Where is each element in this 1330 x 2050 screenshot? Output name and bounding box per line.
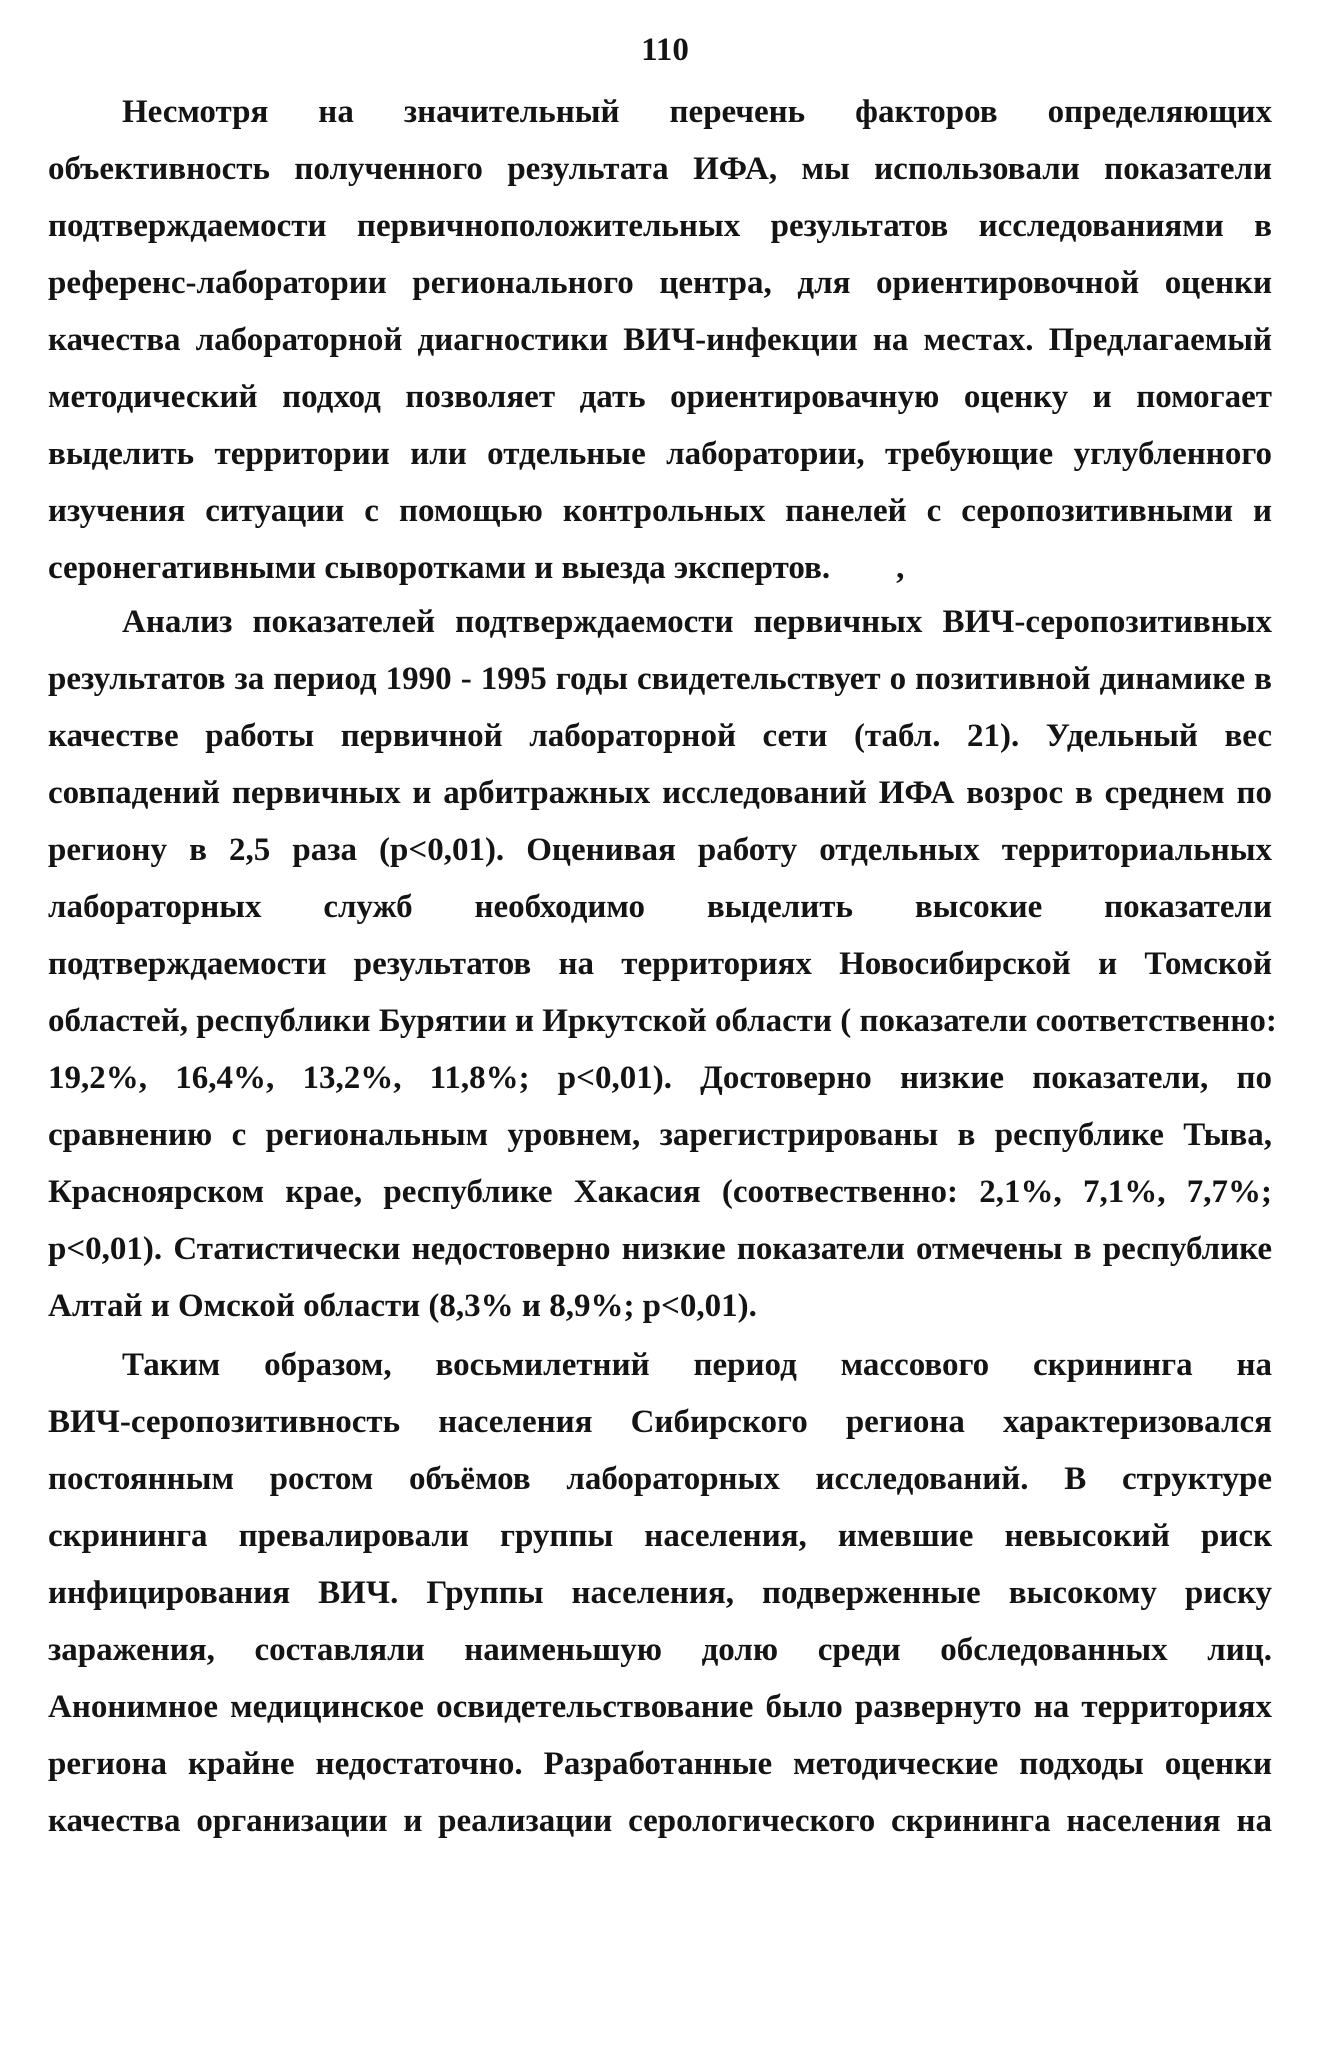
text-line: Алтай и Омской области (8,3% и 8,9%; p<0,01). [48,1288,757,1324]
text-line: серонегативными сыворотками и выезда экспертов. , [48,550,905,586]
text-line: сравнению с региональным уровнем, зарегистрированы в республике Тыва, [48,1117,1272,1153]
text-line: референс-лаборатории регионального центра, для ориентировочной оценки [48,265,1272,301]
paragraph-2 [48,594,1277,1335]
page-number: 110 [641,32,689,68]
text-line: подтверждаемости результатов на территориях Новосибирской и Томской [48,946,1272,982]
text-line: Красноярском крае, республике Хакасия (соотвественно: 2,1%, 7,1%, 7,7%; [48,1174,1272,1210]
text-line: подтверждаемости первичноположительных результатов исследованиями в [48,208,1272,244]
text-line: качества организации и реализации серологического скрининга населения на [48,1803,1272,1839]
text-line: совпадений первичных и арбитражных исследований ИФА возрос в среднем по [48,775,1272,811]
text-line: Несмотря на значительный перечень факторов определяющих [122,94,1272,130]
text-line: Таким образом, восьмилетний период массового скрининга на [122,1347,1272,1383]
paragraph-3 [48,1337,1272,1850]
text-line: постоянным ростом объёмов лабораторных исследований. В структуре [48,1461,1272,1497]
text-line: инфицирования ВИЧ. Группы населения, подверженные высокому риску [48,1575,1272,1611]
text-line: 19,2%, 16,4%, 13,2%, 11,8%; p<0,01). Достоверно низкие показатели, по [48,1060,1272,1096]
text-line: областей, республики Бурятии и Иркутской области ( показатели соответственно: [48,1003,1277,1039]
text-line: региона крайне недостаточно. Разработанные методические подходы оценки [48,1746,1272,1782]
text-line: объективность полученного результата ИФА, мы использовали показатели [48,151,1272,187]
text-line: региону в 2,5 раза (p<0,01). Оценивая работу отдельных территориальных [48,832,1272,868]
text-line: p<0,01). Статистически недостоверно низкие показатели отмечены в республике [48,1231,1272,1267]
text-line: результатов за период 1990 - 1995 годы свидетельствует о позитивной динамике в [48,661,1272,697]
text-line: лабораторных служб необходимо выделить высокие показатели [48,889,1272,925]
text-line: Анонимное медицинское освидетельствование было развернуто на территориях [48,1689,1272,1725]
text-line: выделить территории или отдельные лаборатории, требующие углубленного [48,436,1272,472]
text-line: методический подход позволяет дать ориентировачную оценку и помогает [48,379,1272,415]
text-line: изучения ситуации с помощью контрольных панелей с серопозитивными и [48,493,1272,529]
text-line: качестве работы первичной лабораторной сети (табл. 21). Удельный вес [48,718,1272,754]
text-line: заражения, составляли наименьшую долю среди обследованных лиц. [48,1632,1272,1668]
text-line: качества лабораторной диагностики ВИЧ-инфекции на местах. Предлагаемый [48,322,1272,358]
text-line: Анализ показателей подтверждаемости первичных ВИЧ-серопозитивных [122,604,1272,640]
text-line: ВИЧ-серопозитивность населения Сибирского региона характеризовался [48,1404,1272,1440]
text-line: скрининга превалировали группы населения, имевшие невысокий риск [48,1518,1272,1554]
paragraph-1 [48,84,1272,597]
